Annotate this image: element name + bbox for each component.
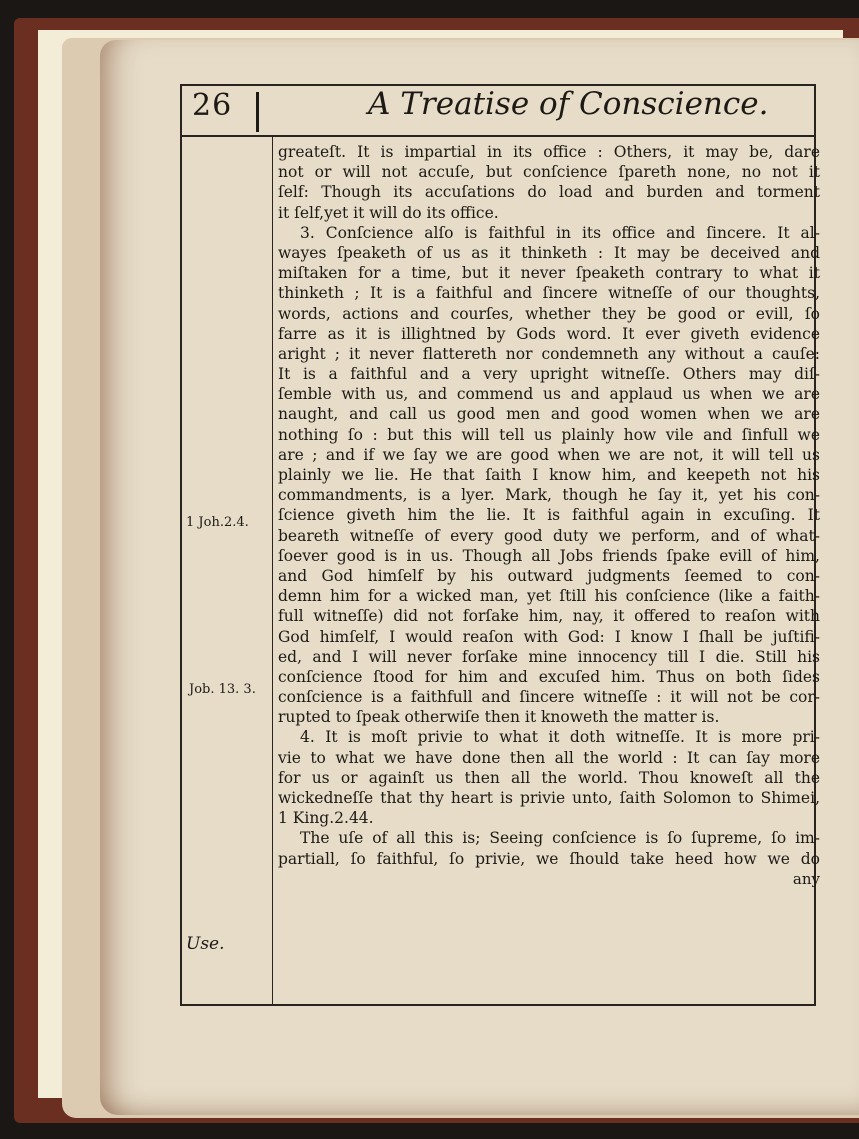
text-line: aright ; it never flattereth nor condemneth any without a cauſe: — [278, 344, 820, 363]
text-line: ſelf: Though its accuſations do load and burden and torment — [278, 183, 820, 202]
margin-note-john: 1 Joh.2.4. — [186, 515, 249, 530]
text-line: are ; and if we ſay we are good when we are not, it will tell us — [278, 445, 820, 464]
margin-note-use: Use. — [186, 934, 225, 954]
text-line: God himſelf, I would reaſon with God: I know I ſhall be juſtifi- — [278, 627, 820, 646]
text-line: it ſelf,yet it will do its office. — [278, 203, 499, 222]
text-line: for us or againſt us then all the world. Thou knoweſt all the — [278, 768, 820, 787]
text-line: ſcience giveth him the lie. It is faithful again in excuſing. It — [278, 506, 820, 525]
text-line: miſtaken for a time, but it never ſpeaketh contrary to what it — [278, 264, 820, 283]
page-number: 26 — [192, 88, 233, 123]
text-line: greateſt. It is impartial in its office : Others, it may be, dare — [278, 143, 820, 161]
margin-rule — [272, 137, 273, 1005]
text-line: 3. Conſcience alſo is faithful in its office and ſincere. It al- — [300, 223, 820, 242]
text-line: wayes ſpeaketh of us as it thinketh : It may be deceived and — [278, 243, 820, 262]
text-line: partiall, ſo faithful, ſo privie, we ſhould take heed how we do — [278, 849, 820, 868]
text-line: nothing ſo : but this will tell us plainly how vile and ſinfull we — [278, 425, 820, 444]
text-line: rupted to ſpeak otherwiſe then it knoweth the matter is. — [278, 708, 720, 727]
text-line: The uſe of all this is; Seeing conſcience is ſo ſupreme, ſo im- — [300, 829, 820, 848]
text-line: beareth witneſſe of every good duty we perform, and of what- — [278, 526, 820, 545]
text-line: ſoever good is in us. Though all Jobs friends ſpake evill of him, — [278, 546, 820, 565]
text-line: conſcience ſtood for him and excuſed him. Thus on both ſides — [278, 667, 820, 686]
catchword: any — [792, 869, 820, 888]
text-line: 1 King.2.44. — [278, 809, 374, 828]
text-line: words, actions and courſes, whether they be good or evill, ſo — [278, 304, 820, 323]
margin-note-job: Job. 13. 3. — [189, 682, 256, 697]
text-line: ſemble with us, and commend us and applaud us when we are — [278, 385, 820, 404]
text-line: thinketh ; It is a faithful and ſincere witneſſe of our thoughts, — [278, 284, 820, 303]
text-line: wickedneſſe that thy heart is privie unto, ſaith Solomon to Shimei, — [278, 789, 820, 807]
text-line: plainly we lie. He that ſaith I know him, and keepeth not his — [278, 466, 820, 484]
running-title: A Treatise of Conscience. — [368, 86, 769, 122]
text-line: naught, and call us good men and good women when we are — [278, 405, 820, 424]
text-line: not or will not accuſe, but conſcience ſpareth none, no not it — [278, 163, 820, 182]
text-line: full witneſſe) did not forſake him, nay, it offered to reaſon with — [278, 607, 820, 626]
text-line: commandments, is a lyer. Mark, though he ſay it, yet his con- — [278, 486, 820, 505]
text-line: 4. It is moſt privie to what it doth witneſſe. It is more pri- — [300, 728, 820, 747]
text-line: farre as it is illightned by Gods word. It ever giveth evidence — [278, 324, 820, 343]
text-line: demn him for a wicked man, yet ſtill his conſcience (like a faith- — [278, 587, 820, 606]
bottom-rule — [180, 1004, 816, 1006]
header-divider — [256, 92, 259, 132]
header-rule — [180, 135, 816, 137]
text-line: ed, and I will never forſake mine innocency till I die. Still his — [278, 647, 820, 666]
text-line: vie to what we have done then all the world : It can ſay more — [278, 748, 820, 767]
text-line: conſcience is a faithfull and ſincere witneſſe : it will not be cor- — [278, 688, 820, 707]
body-text — [278, 142, 820, 889]
text-line: It is a faithful and a very upright witneſſe. Others may diſ- — [278, 365, 820, 384]
text-line: and God himſelf by his outward judgments ſeemed to con- — [278, 566, 820, 585]
left-rule — [180, 84, 182, 1006]
